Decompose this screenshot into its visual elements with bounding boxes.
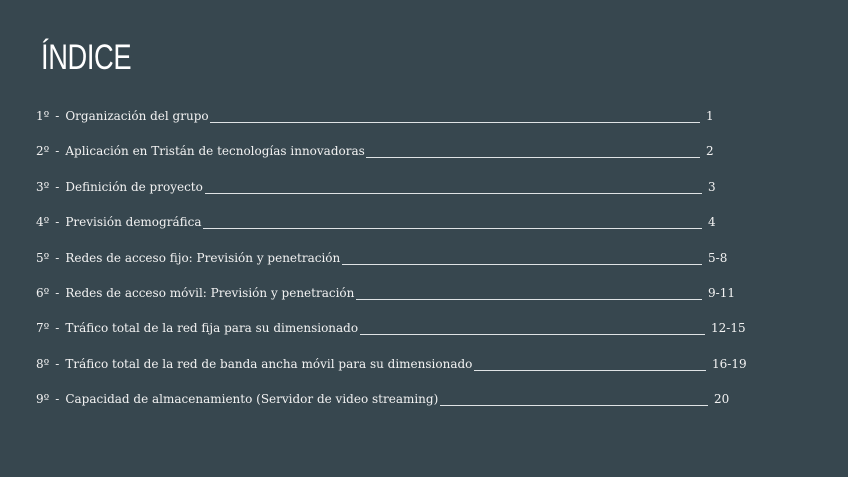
toc-separator: - [55,321,60,336]
toc-leader [474,370,706,371]
toc-label: Organización del grupo [65,109,209,123]
toc-number: 7º [36,321,50,336]
toc-number: 5º [36,250,50,265]
toc-label: Definición de proyecto [65,179,203,194]
toc-leader [360,334,705,335]
toc-label: Tráfico total de la red de banda ancha móvil para su dimensionado [65,356,473,371]
toc-separator: - [55,356,60,371]
toc-separator: - [55,215,60,230]
toc-leader [205,193,702,194]
toc-page: 2 [706,144,714,159]
toc-leader [342,264,702,265]
toc-label: Redes de acceso fijo: Previsión y penetración [65,250,341,265]
toc-page: 16-19 [712,356,747,371]
table-of-contents [36,103,756,422]
toc-page: 20 [714,392,730,407]
toc-row-4 [36,209,756,244]
toc-row-6 [36,280,756,315]
toc-number: 6º [36,285,50,300]
toc-label: Redes de acceso móvil: Previsión y penetración [65,285,355,300]
toc-row-8 [36,351,756,386]
toc-row-1 [36,103,756,138]
slide-title: ÍNDICE [41,38,132,77]
toc-page: 3 [708,179,716,194]
toc-number: 9º [36,392,50,407]
toc-separator: - [55,392,60,407]
toc-number: 2º [36,144,50,159]
toc-leader [366,157,700,158]
toc-number: 4º [36,215,50,230]
toc-separator: - [55,285,60,300]
toc-page: 9-11 [708,285,735,300]
toc-label: Capacidad de almacenamiento (Servidor de video streaming) [65,392,439,407]
toc-leader [203,228,702,229]
toc-number: 1º [36,109,50,123]
toc-row-2 [36,138,756,173]
toc-page: 12-15 [711,321,746,336]
toc-row-5 [36,245,756,280]
toc-row-3 [36,174,756,209]
toc-separator: - [55,179,60,194]
toc-separator: - [55,144,60,159]
toc-leader [356,299,702,300]
toc-separator: - [55,109,60,123]
toc-page: 4 [708,215,716,230]
toc-label: Tráfico total de la red fija para su dimensionado [65,321,359,336]
toc-leader [440,405,708,406]
toc-row-9 [36,386,756,421]
toc-label: Previsión demográfica [65,215,202,230]
toc-leader [210,122,700,123]
toc-row-7 [36,315,756,350]
toc-label: Aplicación en Tristán de tecnologías innovadoras [65,144,365,159]
toc-number: 8º [36,356,50,371]
toc-number: 3º [36,179,50,194]
toc-separator: - [55,250,60,265]
toc-page: 5-8 [708,250,728,265]
toc-page: 1 [706,109,714,123]
